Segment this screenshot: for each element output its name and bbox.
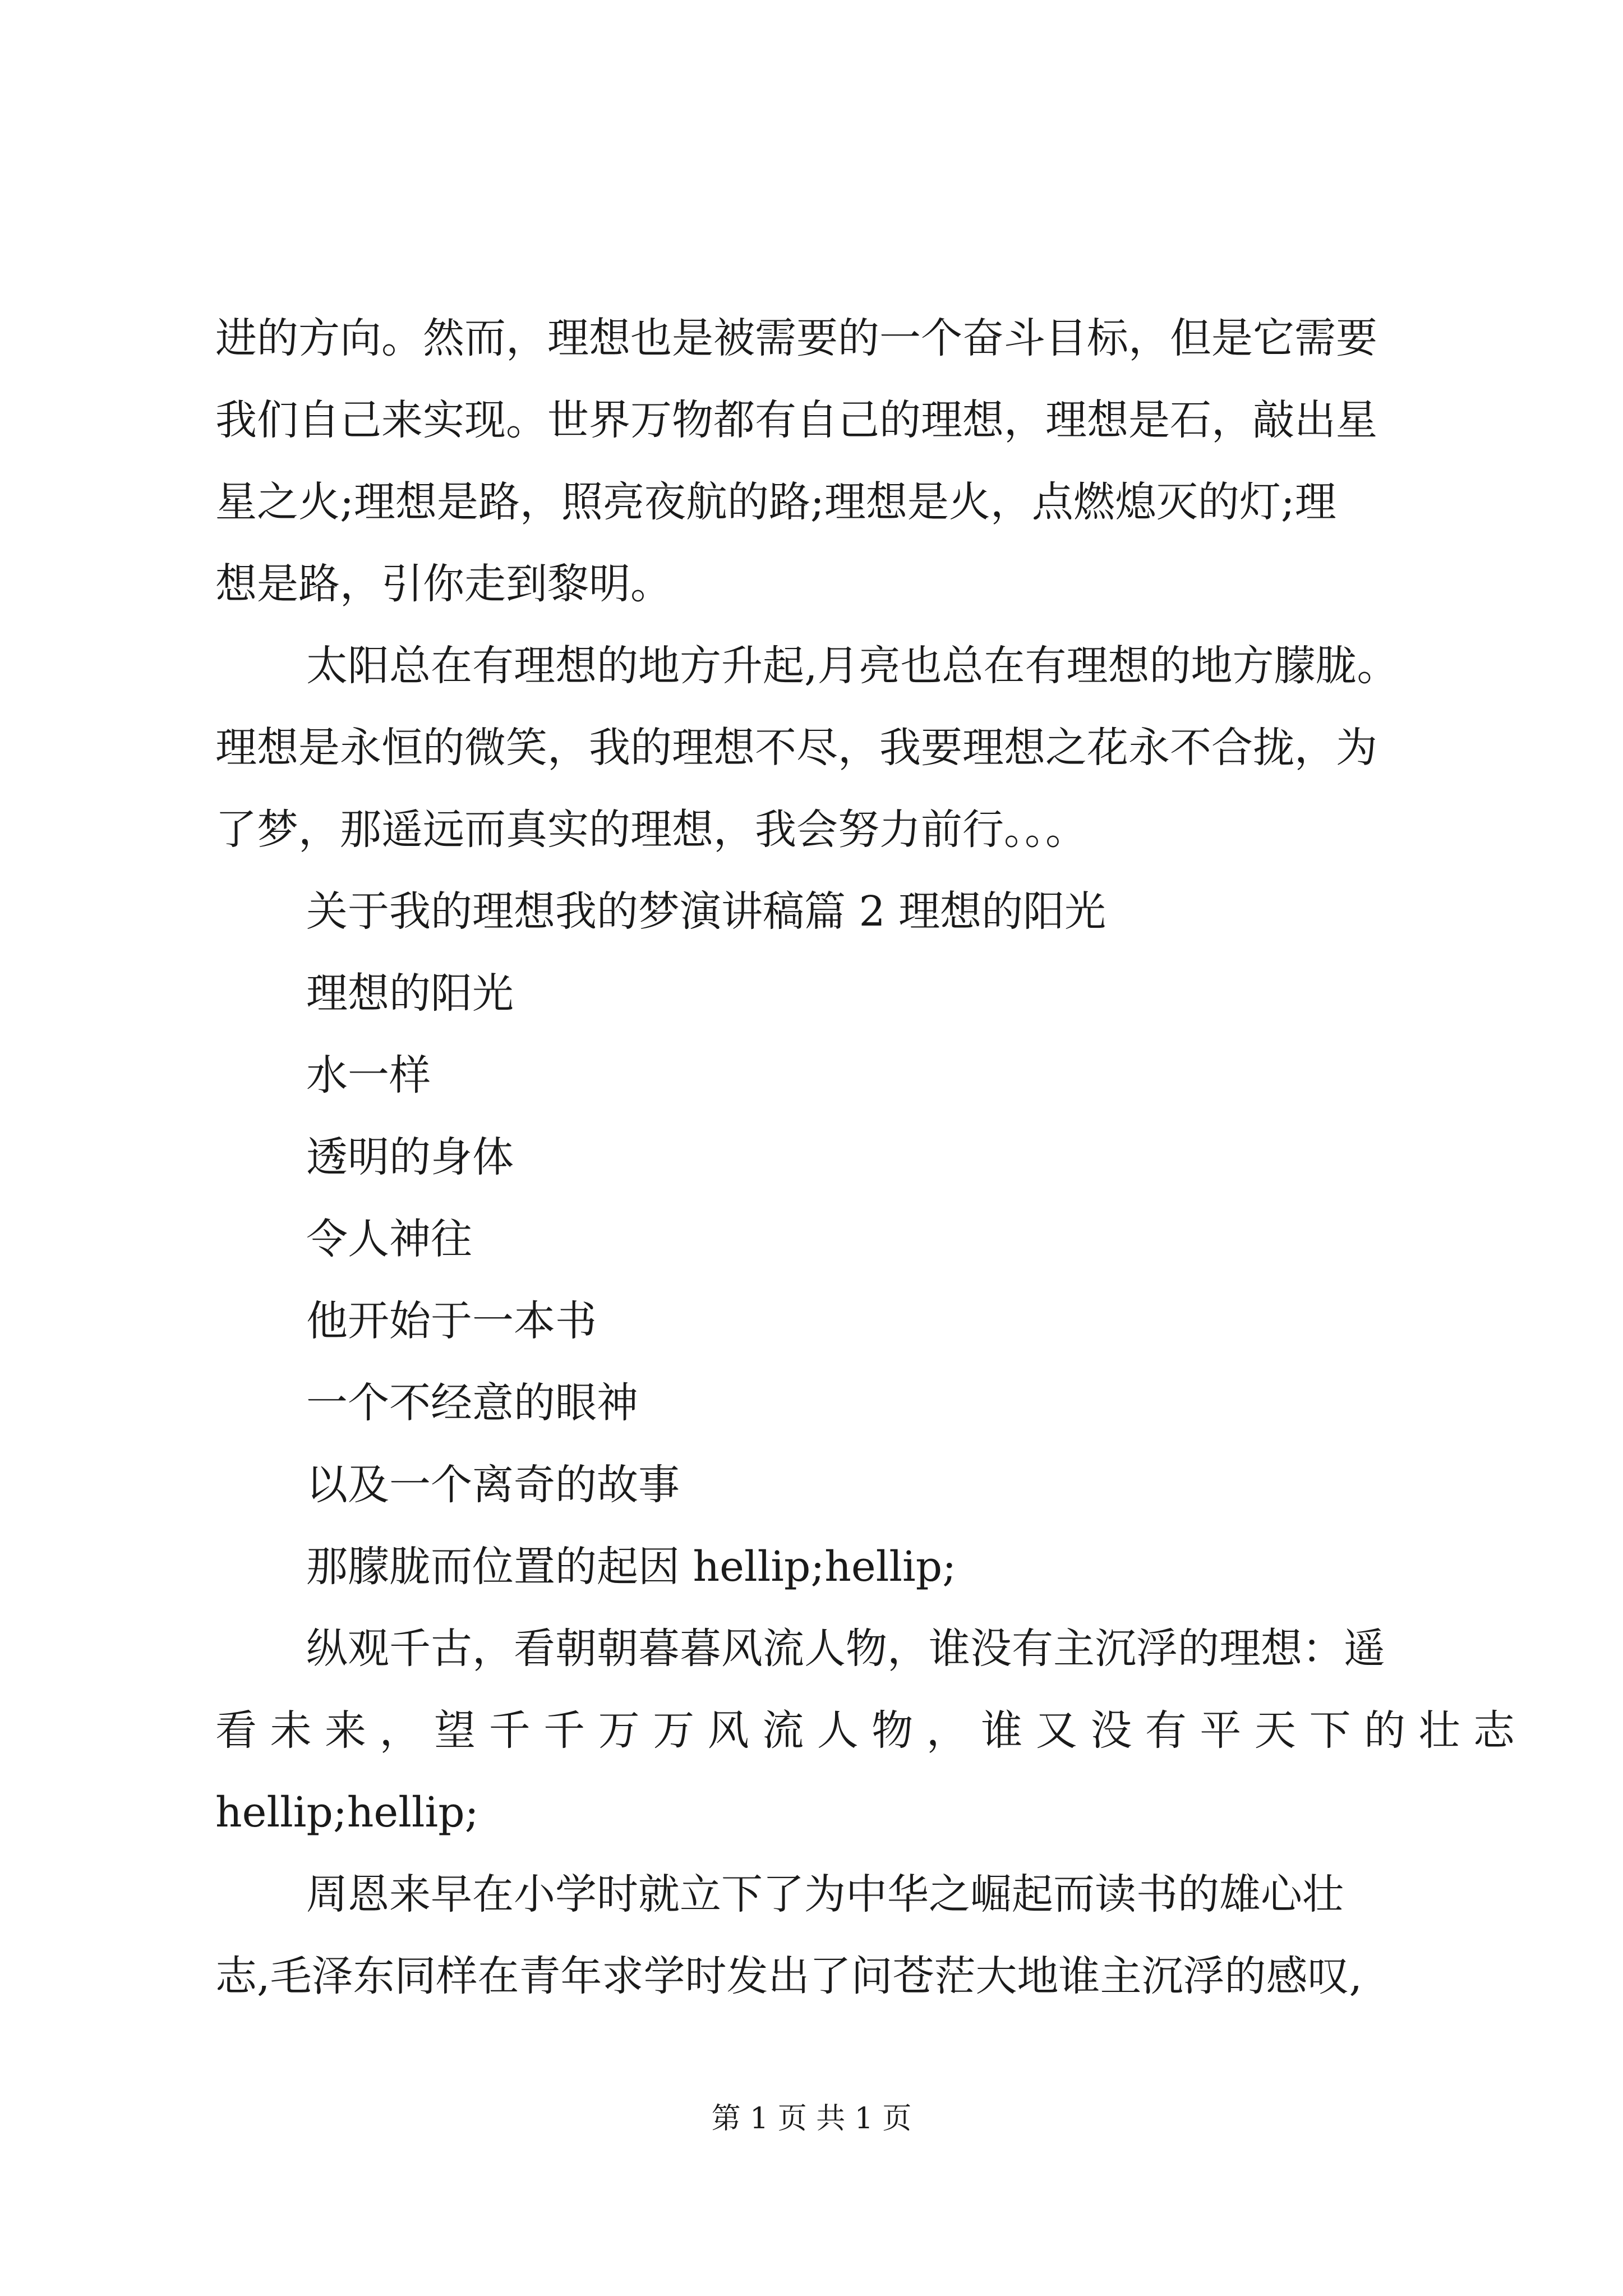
poem-line: 一个不经意的眼神 bbox=[306, 1379, 638, 1427]
text-line: 纵观千古，看朝朝暮暮风流人物，谁没有主沉浮的理想：遥 bbox=[306, 1625, 1385, 1673]
text-line: 了梦，那遥远而真实的理想，我会努力前行。。。 bbox=[215, 806, 1087, 854]
text-line: 星之火;理想是路，照亮夜航的路;理想是火，点燃熄灭的灯;理 bbox=[215, 478, 1336, 526]
poem-line: 那朦胧而位置的起因 hellip;hellip; bbox=[306, 1543, 957, 1591]
text-line: 周恩来早在小学时就立下了为中华之崛起而读书的雄心壮 bbox=[306, 1870, 1344, 1918]
text-line: 想是路，引你走到黎明。 bbox=[215, 560, 672, 608]
text-line: hellip;hellip; bbox=[215, 1788, 479, 1837]
poem-line: 令人神往 bbox=[306, 1215, 472, 1263]
section-heading: 关于我的理想我的梦演讲稿篇 2 理想的阳光 bbox=[306, 887, 1106, 936]
page-number-label: 第 1 页 共 1 页 bbox=[711, 2102, 912, 2136]
poem-line: 水一样 bbox=[306, 1051, 431, 1099]
poem-line: 透明的身体 bbox=[306, 1133, 514, 1181]
document-body bbox=[215, 297, 1515, 2017]
text-line: 理想是永恒的微笑，我的理想不尽，我要理想之花永不合拢，为 bbox=[215, 724, 1377, 772]
text-line: 我们自己来实现。世界万物都有自己的理想，理想是石，敲出星 bbox=[215, 396, 1377, 444]
text-line: 进的方向。然而，理想也是被需要的一个奋斗目标，但是它需要 bbox=[215, 314, 1377, 362]
text-line: 看 未 来 ， 望 千 千 万 万 风 流 人 物 ， 谁 又 没 有 平 天 下 的 壮 志 bbox=[215, 1706, 1515, 1755]
page-footer bbox=[0, 2099, 1623, 2138]
text-line: 太阳总在有理想的地方升起,月亮也总在有理想的地方朦胧。 bbox=[306, 642, 1399, 690]
poem-title: 理想的阳光 bbox=[306, 969, 514, 1018]
poem-line: 他开始于一本书 bbox=[306, 1297, 597, 1345]
text-line: 志,毛泽东同样在青年求学时发出了问苍茫大地谁主沉浮的感叹, bbox=[215, 1952, 1363, 2000]
poem-line: 以及一个离奇的故事 bbox=[306, 1461, 680, 1509]
